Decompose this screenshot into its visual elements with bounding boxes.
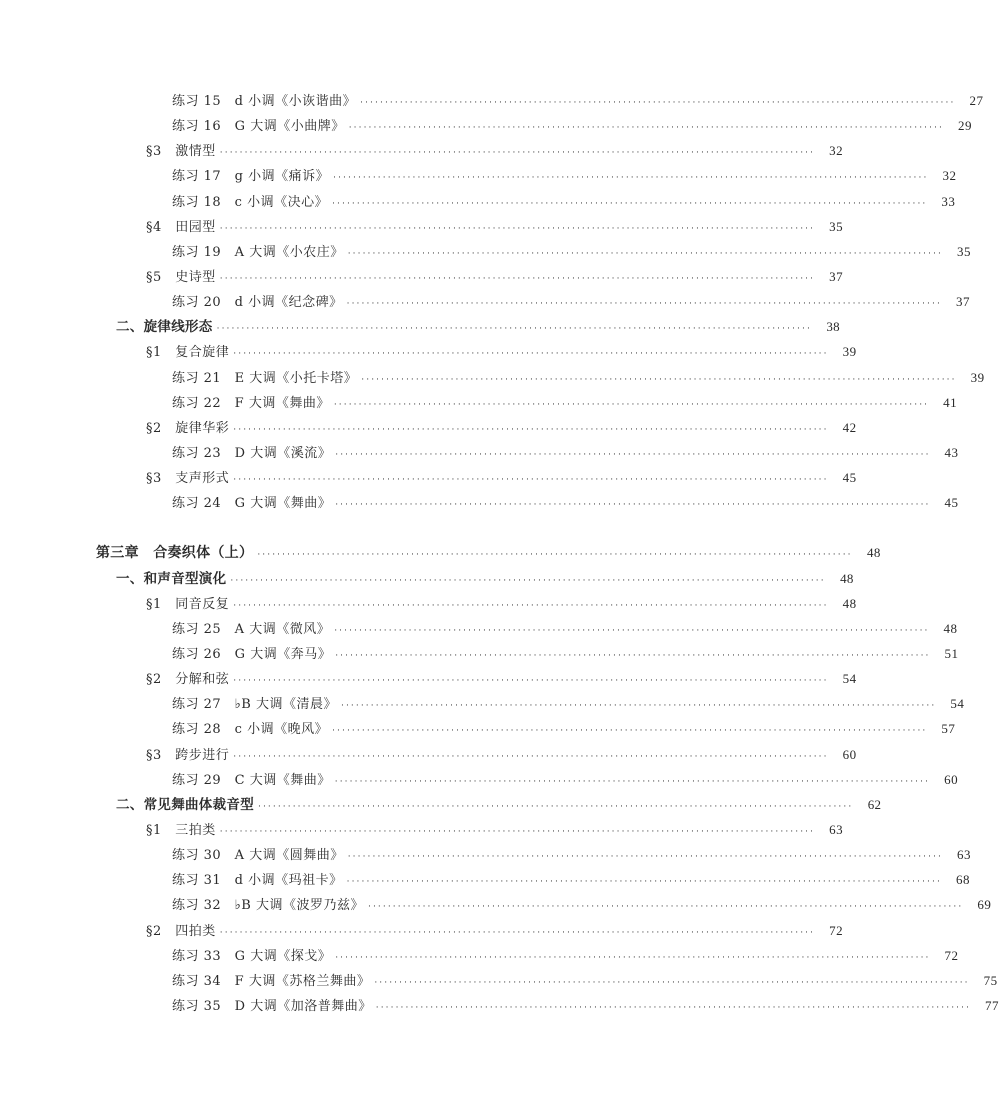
toc-entry-page: 39: [842, 344, 857, 360]
toc-entry: [0, 113, 973, 138]
toc-entry-page: 48: [867, 545, 881, 561]
toc-entry-page: 60: [842, 746, 857, 762]
toc-entry-title: 二、旋律线形态: [116, 319, 213, 336]
toc-entry: [0, 641, 959, 666]
toc-entry-page: 43: [944, 444, 959, 460]
toc-entry-page: 27: [969, 93, 984, 108]
toc-entry-title: 练习 28 c 小调《晚风》: [172, 722, 329, 738]
toc-entry-page: 54: [950, 696, 965, 712]
toc-entry: [0, 465, 857, 490]
toc-entry-title: §3 支声形式: [146, 471, 230, 487]
toc-entry-page: 57: [941, 721, 956, 737]
toc-entry-title: 练习 22 F 大调《舞曲》: [172, 395, 330, 411]
toc-entry: [0, 691, 965, 716]
toc-entry-title: §2 分解和弦: [146, 672, 230, 688]
toc-entry-title: 练习 26 G 大调《奔马》: [172, 646, 332, 662]
toc-entry-page: 60: [944, 771, 959, 787]
toc-entry-title: 练习 30 A 大调《圆舞曲》: [172, 848, 344, 864]
toc-entry: [0, 540, 881, 565]
dot-leader: ························································································································: [346, 877, 942, 888]
toc-entry-title: §3 跨步进行: [146, 747, 230, 763]
dot-leader: ························································································································: [258, 801, 854, 812]
toc-entry-title: 练习 27 ♭B 大调《清晨》: [172, 697, 337, 713]
toc-entry-title: §2 四拍类: [146, 923, 216, 939]
toc-entry-title: 练习 16 G 大调《小曲牌》: [172, 119, 345, 135]
dot-leader: ························································································································: [230, 575, 826, 586]
toc-entry-title: 二、常见舞曲体裁音型: [116, 796, 254, 813]
toc-entry: [0, 289, 970, 314]
dot-leader: ························································································································: [332, 198, 928, 209]
toc-entry-title: 一、和声音型演化: [116, 570, 227, 587]
toc-entry-title: 练习 21 E 大调《小托卡塔》: [172, 370, 358, 386]
toc-entry-title: 练习 23 D 大调《溪流》: [172, 445, 332, 461]
toc-entry: [0, 767, 959, 792]
dot-leader: ························································································································: [219, 826, 816, 837]
toc-entry: [0, 390, 958, 415]
toc-entry-page: 32: [829, 143, 844, 159]
dot-leader: ························································································································: [216, 324, 812, 335]
toc-entry-page: 48: [842, 595, 857, 611]
dot-leader: ························································································································: [341, 701, 937, 712]
dot-leader: ························································································································: [233, 676, 829, 687]
toc-entry-page: 62: [867, 796, 882, 812]
dot-leader: ························································································································: [346, 299, 942, 310]
toc-entry: [0, 339, 857, 364]
toc-entry-page: 45: [944, 495, 959, 511]
toc-entry: [0, 239, 972, 264]
dot-leader: ························································································································: [361, 374, 957, 385]
dot-leader: ························································································································: [233, 424, 829, 435]
dot-leader: ························································································································: [374, 977, 970, 988]
toc-entry-page: 35: [957, 243, 972, 259]
toc-entry-title: 练习 32 ♭B 大调《波罗乃兹》: [172, 898, 364, 914]
toc-entry-page: 69: [977, 897, 992, 913]
toc-entry-title: §4 田园型: [146, 219, 216, 235]
toc-entry-page: 39: [970, 369, 985, 385]
dot-leader: ························································································································: [233, 600, 829, 611]
toc-entry-title: 练习 29 C 大调《舞曲》: [172, 772, 331, 788]
dot-leader: ························································································································: [335, 500, 931, 511]
dot-leader: ························································································································: [332, 726, 928, 737]
toc-entry-page: 48: [840, 570, 854, 586]
toc-entry-title: §1 三拍类: [146, 822, 216, 838]
toc-entry: [0, 742, 857, 767]
dot-leader: ························································································································: [219, 223, 816, 234]
toc-entry-title: §3 激情型: [146, 144, 216, 160]
toc-entry-title: 练习 20 d 小调《纪念碑》: [172, 295, 343, 311]
toc-entry-page: 29: [958, 118, 973, 134]
toc-entry-title: 练习 24 G 大调《舞曲》: [172, 496, 332, 512]
dot-leader: ························································································································: [368, 902, 964, 913]
toc-entry-page: 72: [829, 922, 844, 938]
toc-entry-page: 38: [826, 319, 840, 335]
toc-entry: [0, 666, 857, 691]
toc-entry: [0, 264, 844, 289]
toc-entry-page: 72: [944, 947, 959, 963]
toc-entry-page: 63: [957, 847, 972, 863]
dot-leader: ························································································································: [333, 399, 930, 410]
toc-entry-title: §2 旋律华彩: [146, 420, 230, 436]
toc-entry-page: 45: [842, 470, 857, 486]
toc-entry-page: 32: [942, 168, 957, 184]
toc-entry: [0, 314, 840, 339]
dot-leader: ························································································································: [219, 273, 816, 284]
dot-leader: ························································································································: [375, 1002, 972, 1013]
dot-leader: ························································································································: [219, 148, 816, 159]
toc-entry-title: 练习 18 c 小调《决心》: [172, 194, 329, 210]
toc-entry: [0, 214, 844, 239]
dot-leader: ························································································································: [334, 625, 930, 636]
dot-leader: ························································································································: [257, 550, 853, 561]
toc-entry-page: 68: [955, 872, 970, 888]
toc-entry: [0, 566, 854, 591]
toc-entry: [0, 189, 956, 214]
toc-entry-page: 48: [943, 620, 958, 636]
dot-leader: ························································································································: [347, 248, 944, 259]
toc-entry: [0, 163, 957, 188]
table-of-contents: [0, 88, 999, 1018]
toc-entry-page: 63: [829, 821, 844, 837]
toc-entry: [0, 943, 959, 968]
toc-entry: [0, 415, 857, 440]
toc-entry: [0, 792, 882, 817]
toc-entry-title: 练习 17 g 小调《痛诉》: [172, 169, 330, 185]
toc-entry: [0, 716, 956, 741]
dot-leader: ························································································································: [233, 349, 829, 360]
toc-entry: [0, 842, 972, 867]
toc-entry-page: 33: [941, 193, 956, 209]
toc-entry-page: 42: [842, 419, 857, 435]
dot-leader: ························································································································: [334, 776, 931, 787]
toc-entry-title: 练习 19 A 大调《小农庄》: [172, 244, 344, 260]
toc-entry: [0, 867, 970, 892]
toc-entry: [0, 591, 857, 616]
toc-entry-title: 练习 34 F 大调《苏格兰舞曲》: [172, 973, 371, 989]
toc-entry: [0, 817, 844, 842]
dot-leader: ························································································································: [219, 927, 816, 938]
toc-entry: [0, 993, 999, 1018]
toc-entry: [0, 138, 844, 163]
toc-entry: [0, 88, 984, 113]
dot-leader: ························································································································: [360, 98, 956, 108]
toc-entry-page: 54: [842, 671, 857, 687]
toc-entry-title: 练习 25 A 大调《微风》: [172, 621, 331, 637]
toc-entry-title: 第三章 合奏织体（上）: [96, 545, 254, 562]
dot-leader: ························································································································: [348, 123, 945, 134]
dot-leader: ························································································································: [335, 449, 931, 460]
dot-leader: ························································································································: [335, 650, 931, 661]
toc-entry-title: 练习 33 G 大调《探戈》: [172, 948, 332, 964]
toc-entry: [0, 968, 998, 993]
toc-entry: [0, 892, 992, 917]
toc-entry-page: 75: [983, 972, 998, 988]
toc-entry-page: 35: [829, 218, 844, 234]
toc-entry-title: 练习 31 d 小调《玛祖卡》: [172, 873, 343, 889]
toc-entry-page: 77: [985, 997, 999, 1013]
toc-entry: [0, 490, 959, 515]
dot-leader: ························································································································: [335, 952, 931, 963]
dot-leader: ························································································································: [347, 852, 944, 863]
dot-leader: ························································································································: [233, 475, 829, 486]
toc-entry: [0, 440, 959, 465]
toc-entry: [0, 365, 985, 390]
toc-entry-page: 37: [955, 294, 970, 310]
dot-leader: ························································································································: [233, 751, 829, 762]
toc-entry-page: 41: [943, 394, 958, 410]
toc-entry-page: 37: [829, 268, 844, 284]
toc-entry-title: 练习 15 d 小调《小诙谐曲》: [172, 94, 357, 109]
toc-entry: [0, 616, 958, 641]
toc-entry-page: 51: [944, 645, 959, 661]
toc-entry-title: 练习 35 D 大调《加洛普舞曲》: [172, 998, 372, 1014]
toc-entry-title: §5 史诗型: [146, 269, 216, 285]
toc-entry-title: §1 复合旋律: [146, 345, 230, 361]
toc-entry-title: §1 同音反复: [146, 596, 230, 612]
toc-entry: [0, 918, 844, 943]
dot-leader: ························································································································: [333, 173, 929, 184]
